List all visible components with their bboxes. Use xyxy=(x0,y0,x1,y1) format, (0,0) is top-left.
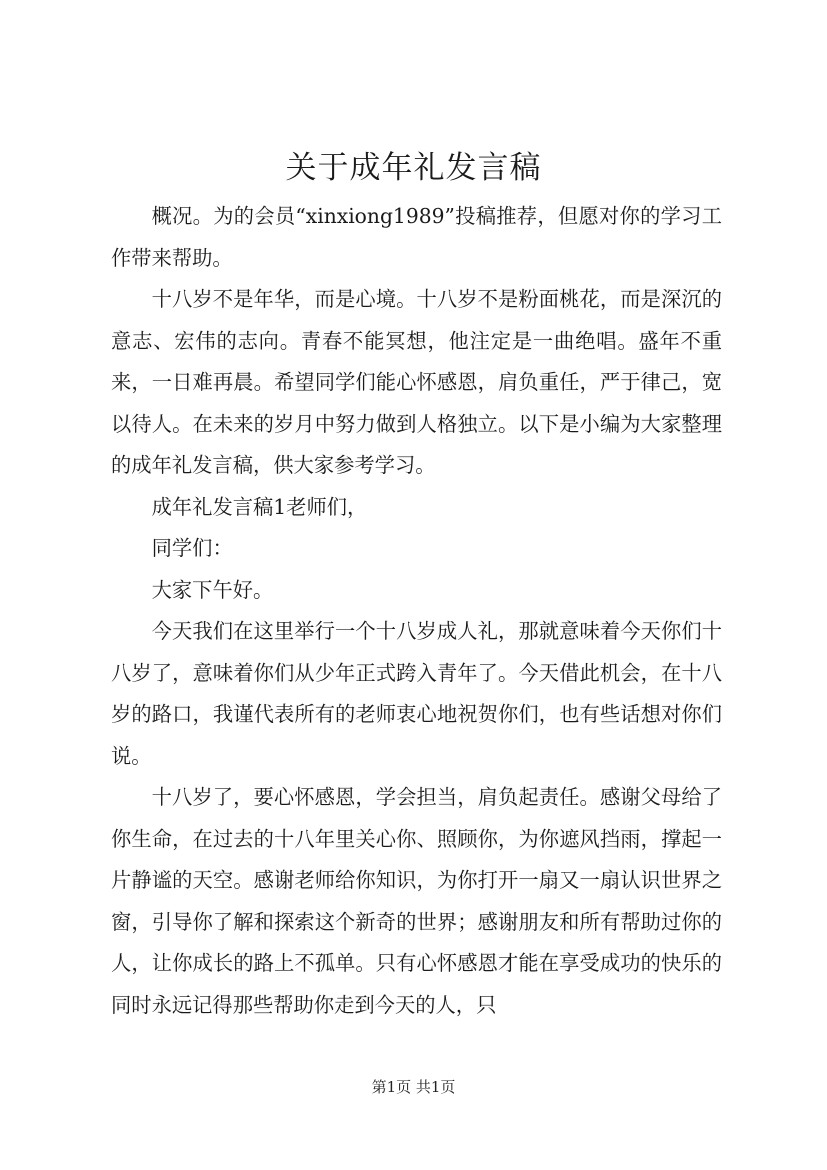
paragraph-summary: 十八岁不是年华，而是心境。十八岁不是粉面桃花，而是深沉的意志、宏伟的志向。青春不能冥想，他注定是一曲绝唱。盛年不重来，一日难再晨。希望同学们能心怀感恩，肩负重任，严于律己，宽以待人。在未来的岁月中努力做到人格独立。以下是小编为大家整理的成年礼发言稿，供大家参考学习。 xyxy=(111,287,722,477)
paragraph-greeting-afternoon: 大家下午好。 xyxy=(151,577,274,602)
page-footer: 第1页 共1页 xyxy=(371,1078,456,1096)
paragraph-intro: 概况。为的会员“xinxiong1989”投稿推荐，但愿对你的学习工作带来帮助。 xyxy=(111,204,722,270)
paragraph-greeting-students: 同学们： xyxy=(151,536,233,560)
paragraph-speech-heading: 成年礼发言稿1老师们， xyxy=(151,494,368,519)
paragraph-gratitude: 十八岁了，要心怀感恩，学会担当，肩负起责任。感谢父母给了你生命，在过去的十八年里关心你、照顾你，为你遮风挡雨，撑起一片静谧的天空。感谢老师给你知识，为你打开一扇又一扇认识世界之窗，引导你了解和探索这个新奇的世界；感谢朋友和所有帮助过你的人，让你成长的路上不孤单。只有心怀感恩才能在享受成功的快乐的同时永远记得那些帮助你走到今天的人，只 xyxy=(111,785,722,1017)
document-body xyxy=(111,196,722,1026)
paragraph-ceremony: 今天我们在这里举行一个十八岁成人礼，那就意味着今天你们十八岁了，意味着你们从少年正式跨入青年了。今天借此机会，在十八岁的路口，我谨代表所有的老师衷心地祝贺你们，也有些话想对你们说。 xyxy=(111,619,722,768)
document-title: 关于成年礼发言稿 xyxy=(285,150,542,186)
